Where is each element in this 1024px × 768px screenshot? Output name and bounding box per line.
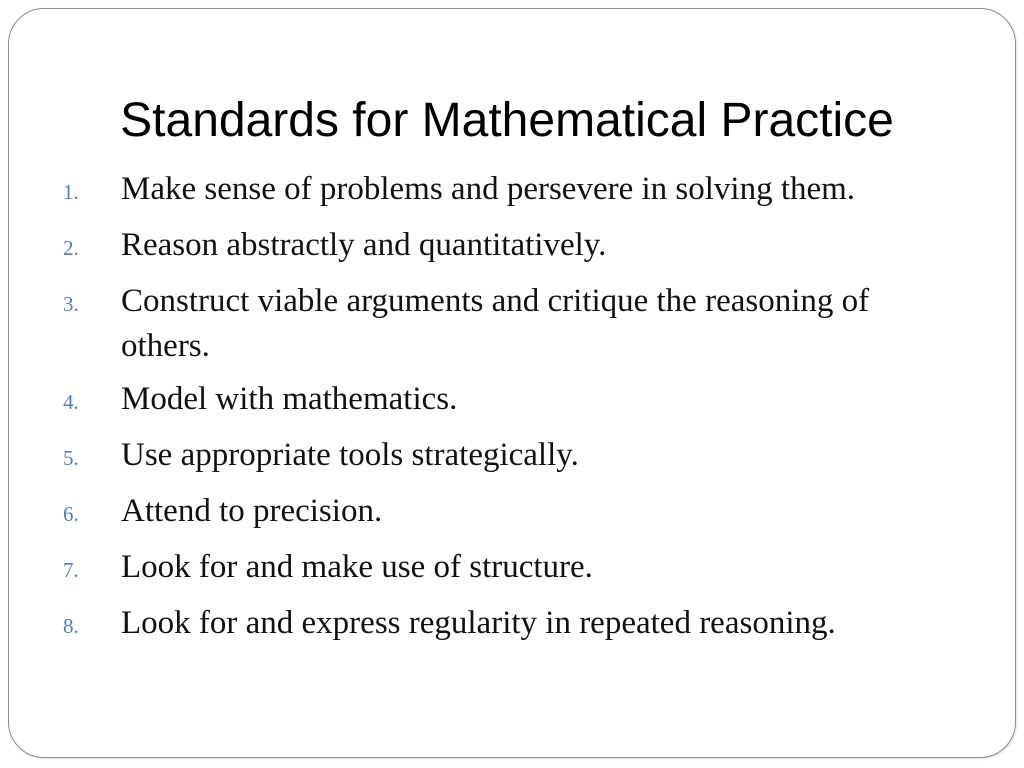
list-item-text: Look for and express regularity in repeated reasoning. xyxy=(121,605,836,641)
list-item-text: Model with mathematics. xyxy=(121,381,458,417)
slide-title: Standards for Mathematical Practice xyxy=(120,94,894,147)
list-item-text: Make sense of problems and persevere in solving them. xyxy=(121,171,856,207)
list-item xyxy=(63,545,923,593)
list-item xyxy=(63,223,923,271)
list-item xyxy=(63,601,923,649)
list-item-number: 5. xyxy=(63,446,79,470)
list-item-number: 1. xyxy=(63,180,79,204)
list-item-number: 7. xyxy=(63,558,79,582)
list-item-text: Construct viable arguments and critique the reasoning of others. xyxy=(121,283,870,364)
list-item xyxy=(63,433,923,481)
practice-list xyxy=(63,167,923,657)
list-item xyxy=(63,377,923,425)
list-item-text: Attend to precision. xyxy=(121,493,383,529)
slide-frame xyxy=(8,8,1016,758)
list-item-number: 4. xyxy=(63,390,79,414)
list-item-text: Use appropriate tools strategically. xyxy=(121,437,579,473)
list-item xyxy=(63,489,923,537)
list-item-number: 6. xyxy=(63,502,79,526)
list-item-number: 8. xyxy=(63,614,79,638)
list-item-number: 2. xyxy=(63,236,79,260)
list-item xyxy=(63,279,923,369)
list-item-number: 3. xyxy=(63,292,79,316)
list-item xyxy=(63,167,923,215)
list-item-text: Reason abstractly and quantitatively. xyxy=(121,227,607,263)
list-item-text: Look for and make use of structure. xyxy=(121,549,593,585)
